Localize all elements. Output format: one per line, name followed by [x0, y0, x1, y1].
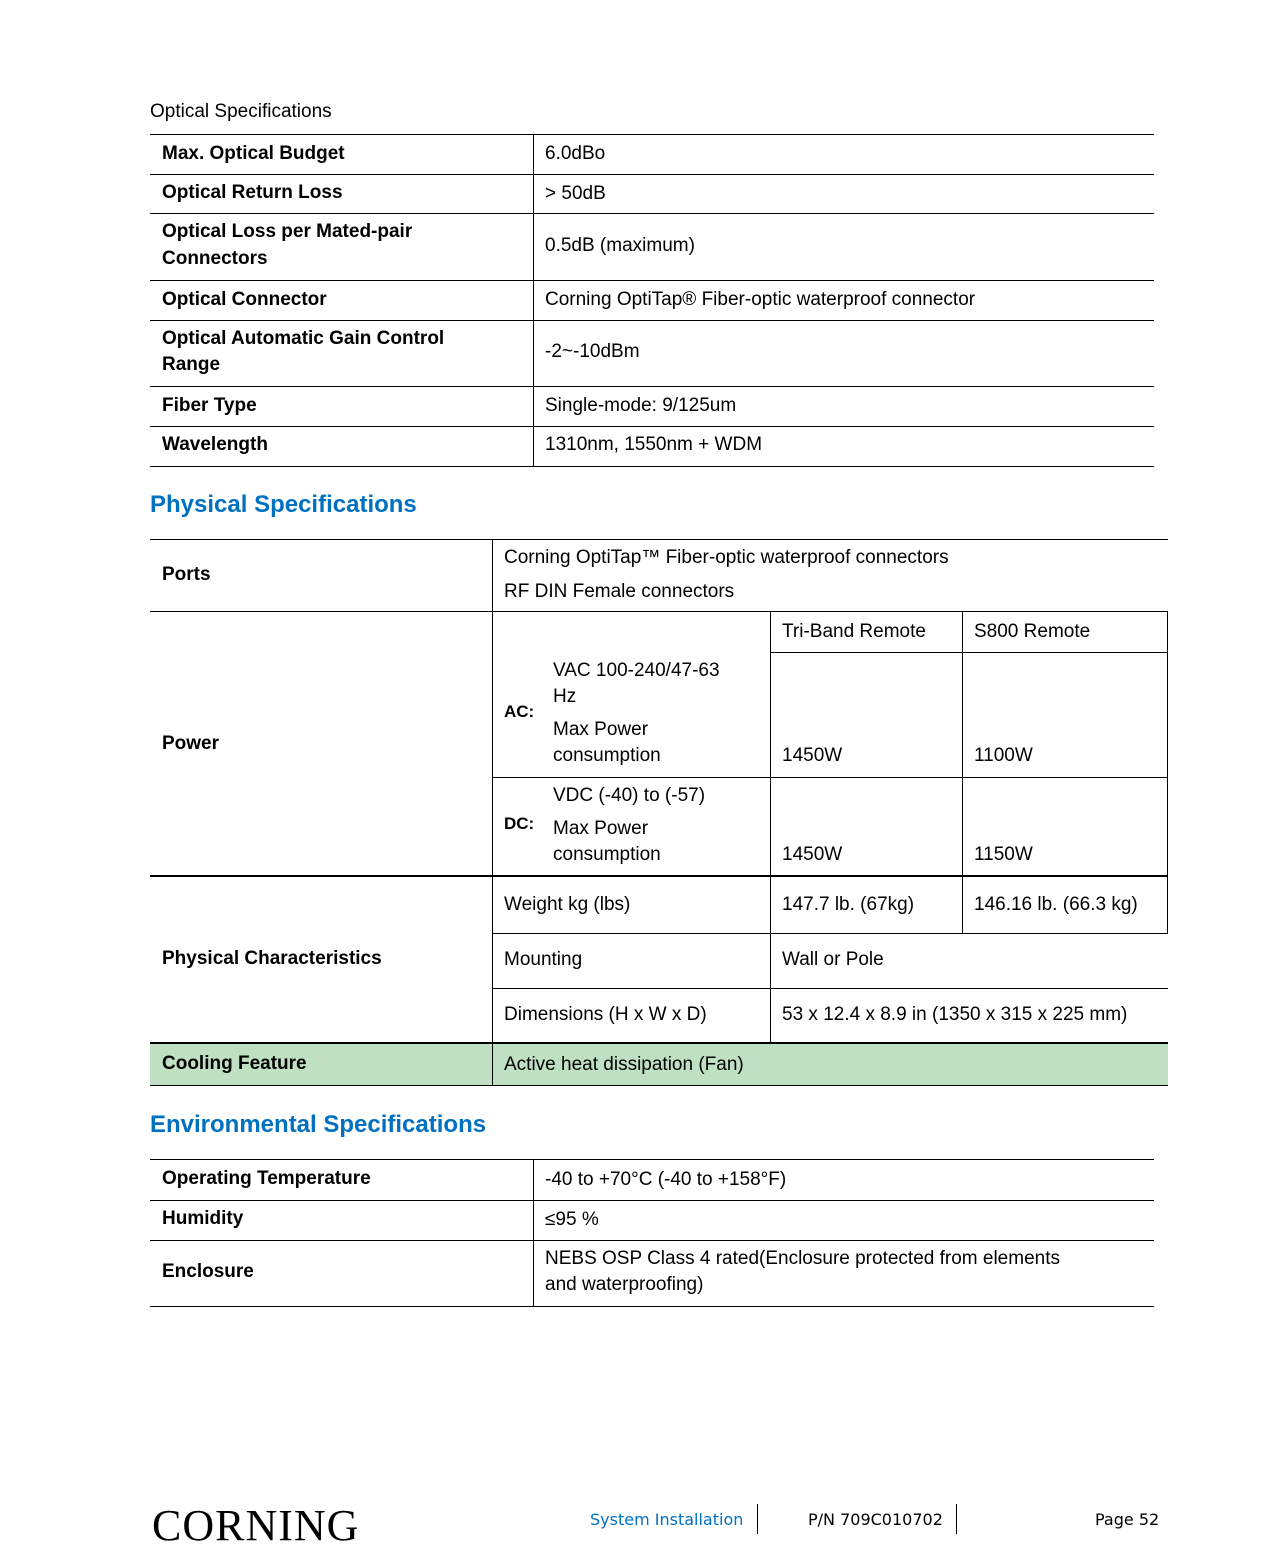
optical-value: Single-mode: 9/125um [545, 395, 737, 416]
footer-page-number: Page 52 [1095, 1510, 1160, 1529]
cooling-label: Cooling Feature [162, 1053, 307, 1074]
optical-value: > 50dB [545, 183, 606, 204]
optical-label: Max. Optical Budget [162, 143, 345, 164]
mounting-label: Mounting [504, 949, 583, 970]
weight-s800-value: 146.16 lb. (66.3 kg) [974, 894, 1138, 915]
optical-label: Optical Return Loss [162, 182, 343, 203]
env-label: Humidity [162, 1208, 244, 1229]
env-value: -40 to +70°C (-40 to +158°F) [545, 1169, 787, 1190]
optical-caption: Optical Specifications [150, 101, 332, 122]
optical-label: Optical Loss per Mated-pair [162, 221, 413, 242]
weight-tri-band-value: 147.7 lb. (67kg) [782, 894, 915, 915]
env-value: and waterproofing) [545, 1274, 704, 1295]
dimensions-label: Dimensions (H x W x D) [504, 1004, 707, 1025]
optical-label: Wavelength [162, 434, 268, 455]
footer-part-number: P/N 709C010702 [808, 1510, 943, 1529]
ac-tri-band-value: 1450W [782, 745, 843, 766]
power-label: Power [162, 733, 220, 754]
optical-value: -2~-10dBm [545, 341, 640, 362]
ac-spec: VAC 100-240/47-63 [553, 660, 720, 681]
weight-label: Weight kg (lbs) [504, 894, 631, 915]
env-value: NEBS OSP Class 4 rated(Enclosure protected from elements [545, 1248, 1060, 1269]
environmental-heading: Environmental Specifications [150, 1111, 487, 1138]
dc-tri-band-value: 1450W [782, 844, 843, 865]
optical-value: 6.0dBo [545, 143, 606, 164]
ports-label: Ports [162, 564, 211, 585]
ac-spec: Max Power [553, 719, 649, 740]
optical-label: Optical Connector [162, 289, 327, 310]
dc-spec: consumption [553, 844, 661, 865]
env-value: ≤95 % [545, 1209, 599, 1230]
ac-spec: Hz [553, 686, 577, 707]
corning-logo: CORNING [152, 1501, 360, 1550]
ac-spec: consumption [553, 745, 661, 766]
dc-s800-value: 1150W [974, 844, 1033, 865]
dc-tag: DC: [504, 814, 535, 833]
ports-value: RF DIN Female connectors [504, 581, 735, 602]
ac-s800-value: 1100W [974, 745, 1033, 766]
footer-divider [757, 1504, 758, 1534]
dimensions-value: 53 x 12.4 x 8.9 in (1350 x 315 x 225 mm) [782, 1004, 1128, 1025]
optical-value: 1310nm, 1550nm + WDM [545, 434, 763, 455]
optical-value: 0.5dB (maximum) [545, 235, 695, 256]
physical-heading: Physical Specifications [150, 491, 417, 518]
power-col-tri-band: Tri-Band Remote [782, 621, 926, 642]
ac-tag: AC: [504, 702, 535, 721]
power-col-s800: S800 Remote [974, 621, 1091, 642]
dc-spec: VDC (-40) to (-57) [553, 785, 706, 806]
mounting-value: Wall or Pole [782, 949, 884, 970]
env-label: Enclosure [162, 1261, 254, 1282]
dc-spec: Max Power [553, 818, 649, 839]
optical-label: Fiber Type [162, 395, 257, 416]
optical-value: Corning OptiTap® Fiber-optic waterproof connector [545, 289, 976, 310]
cooling-value: Active heat dissipation (Fan) [504, 1054, 744, 1075]
env-label: Operating Temperature [162, 1168, 371, 1189]
optical-label: Optical Automatic Gain Control [162, 328, 445, 349]
characteristics-label: Physical Characteristics [162, 948, 382, 969]
optical-label: Range [162, 354, 221, 375]
footer-divider [956, 1504, 957, 1534]
ports-value: Corning OptiTap™ Fiber-optic waterproof connectors [504, 547, 949, 568]
optical-label: Connectors [162, 248, 268, 269]
footer-section: System Installation [590, 1510, 744, 1529]
